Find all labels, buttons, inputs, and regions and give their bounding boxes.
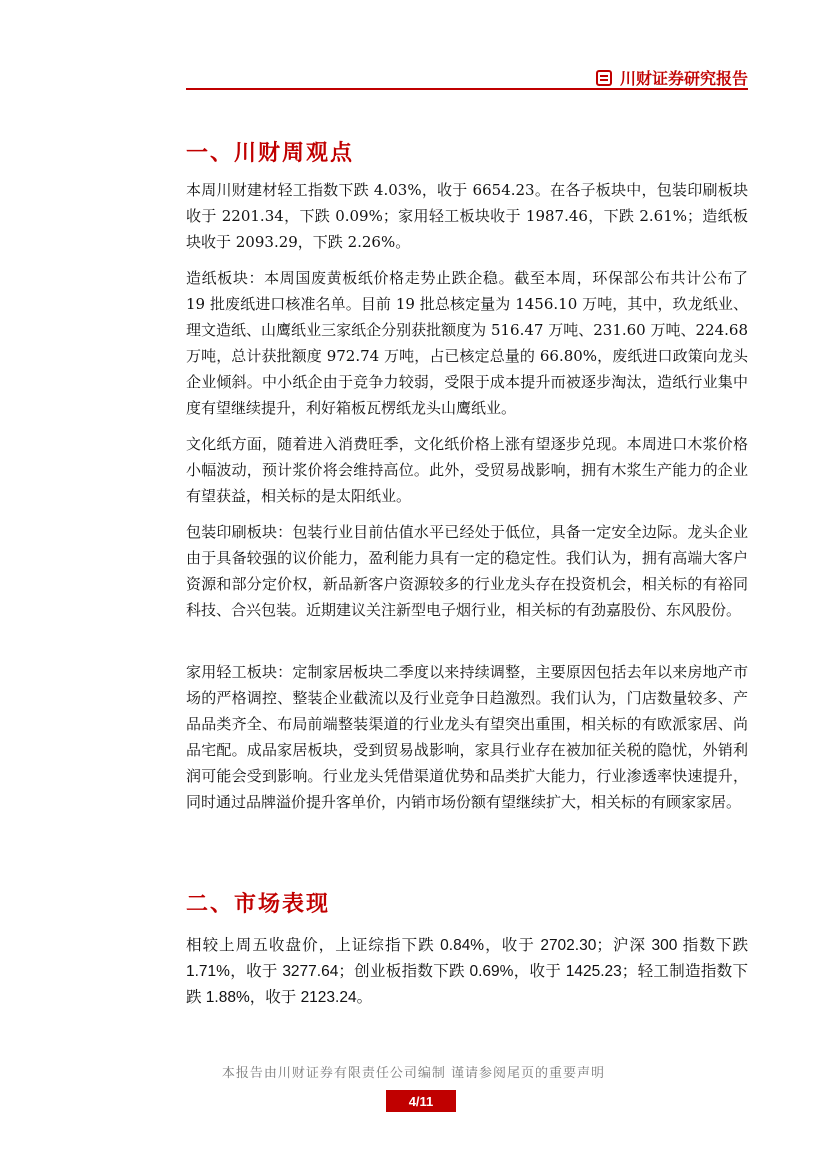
brand-logo-icon — [596, 70, 612, 86]
paragraph-packaging-printing: 包装印刷板块：包装行业目前估值水平已经处于低位，具备一定安全边际。龙头企业由于具备较强的议价能力，盈利能力具有一定的稳定性。我们认为，拥有高端大客户资源和部分定价权，新品新客户资源较多的行业龙头存在投资机会，相关标的有裕同科技、合兴包装。近期建议关注新型电子烟行业，相关标的有劲嘉股份、东风股份。 — [186, 523, 748, 619]
section-title-weekly-view: 一、川财周观点 — [186, 141, 355, 166]
brand — [596, 66, 748, 89]
paragraph-household-light-industry: 家用轻工板块：定制家居板块二季度以来持续调整，主要原因包括去年以来房地产市场的严格调控、整装企业截流以及行业竞争日趋激烈。我们认为，门店数量较多、产品品类齐全、布局前端整装渠道的行业龙头有望突出重围，相关标的有欧派家居、尚品宅配。成品家居板块，受到贸易战影响，家具行业存在被加征关税的隐忧，外销利润可能会受到影响。行业龙头凭借渠道优势和品类扩大能力，行业渗透率快速提升，同时通过品牌溢价提升客单价，内销市场份额有望继续扩大，相关标的有顾家家居。 — [186, 663, 748, 811]
section-title-market-performance: 二、市场表现 — [186, 892, 331, 917]
paragraph-paper-sector: 造纸板块：本周国废黄板纸价格走势止跌企稳。截至本周，环保部公布共计公布了 19 批废纸进口核准名单。目前 19 批总核定量为 1456.10 万吨，其中，玖龙纸业、理文造纸、山鹰纸业三家纸企分别获批额度为 516.47 万吨、231.60 万吨、224.68 万吨，总计获批额度 972.74 万吨，占已核定总量的 66.80%，废纸进口政策向龙头企业倾斜。中小纸企由于竞争力较弱，受限于成本提升而被逐步淘汰，造纸行业集中度有望继续提升，利好箱板瓦楞纸龙头山鹰纸业。 — [186, 269, 748, 417]
page-number: 4/11 — [386, 1090, 456, 1112]
footer-disclaimer: 本报告由川财证券有限责任公司编制 谨请参阅尾页的重要声明 — [221, 1066, 606, 1081]
paragraph-culture-paper: 文化纸方面，随着进入消费旺季，文化纸价格上涨有望逐步兑现。本周进口木浆价格小幅波动，预计浆价将会维持高位。此外，受贸易战影响，拥有木浆生产能力的企业有望获益，相关标的是太阳纸业。 — [186, 435, 748, 505]
paragraph-index-summary: 本周川财建材轻工指数下跌 4.03%，收于 6654.23。在各子板块中，包装印刷板块收于 2201.34，下跌 0.09%；家用轻工板块收于 1987.46，下跌 2.61%；造纸板块收于 2093.29，下跌 2.26%。 — [186, 181, 748, 251]
brand-name: 川财证券研究报告 — [619, 69, 748, 88]
page-header — [186, 62, 748, 90]
paragraph-market-indices: 相较上周五收盘价，上证综指下跌 0.84%，收于 2702.30；沪深 300 指数下跌 1.71%，收于 3277.64；创业板指数下跌 0.69%，收于 1425.23；轻工制造指数下跌 1.88%，收于 2123.24。 — [186, 937, 748, 1006]
header-rule — [186, 88, 748, 90]
